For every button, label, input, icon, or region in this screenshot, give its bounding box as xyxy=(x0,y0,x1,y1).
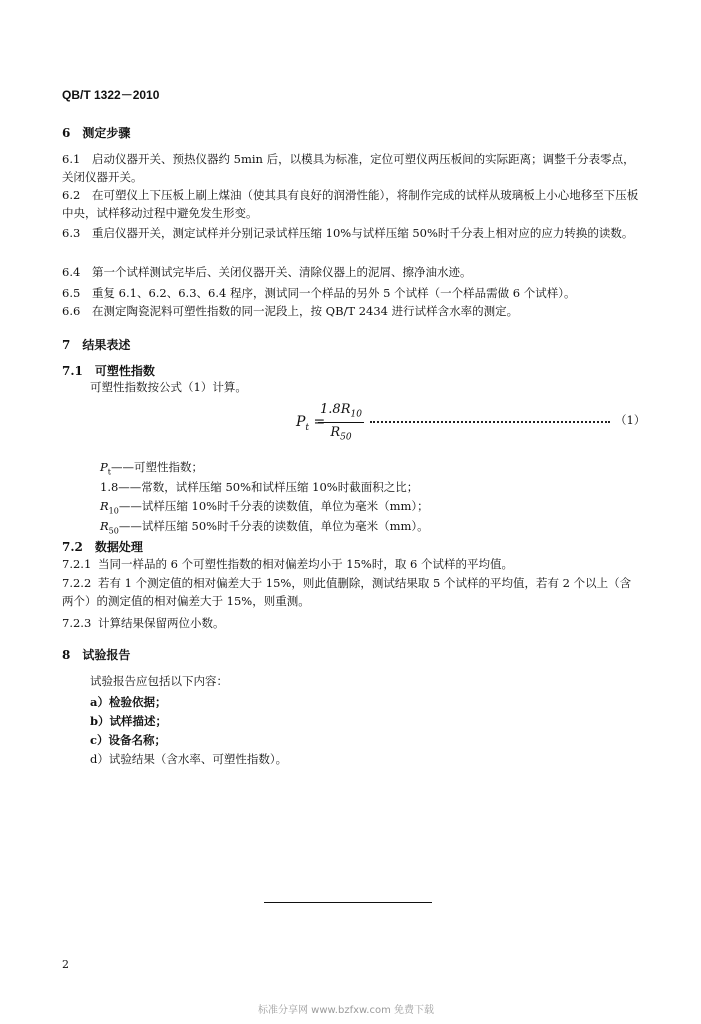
standard-number: QB/T 1322－2010 xyxy=(62,88,160,102)
formula-intro: 可塑性指数按公式（1）计算。 xyxy=(90,380,247,394)
report-item-a: a）检验依据； xyxy=(90,695,167,709)
clause-6-6 xyxy=(62,302,640,320)
section-6-heading: 6 测定步骤 xyxy=(62,126,131,140)
clause-6-1 xyxy=(62,150,640,186)
equation-number: （1） xyxy=(615,413,646,427)
where-r50: $R_{50}——$试样压缩 50%时千分表的读数值，单位为毫米（mm）。 xyxy=(100,519,429,536)
clause-text: 启动仪器开关、预热仪器约 5min 后，以模具为标准，定位可塑仪两压板间的实际距离；调整千分表零点，关闭仪器开关。 xyxy=(62,152,635,184)
clause-text: 计算结果保留两位小数。 xyxy=(98,616,225,630)
clause-number: 6.6 xyxy=(62,304,81,318)
clause-text: 第一个试样测试完毕后、关闭仪器开关、清除仪器上的泥屑、擦净油水迹。 xyxy=(92,265,472,279)
clause-6-5 xyxy=(62,284,640,302)
watermark: 标准分享网 www.bzfxw.com 免费下载 xyxy=(258,1005,434,1016)
clause-6-3 xyxy=(62,224,640,242)
formula-denominator: $R_{50}$ xyxy=(330,424,352,443)
section-7-heading: 7 结果表述 xyxy=(62,338,131,352)
section-8-heading: 8 试验报告 xyxy=(62,648,131,662)
clause-7-2-2 xyxy=(62,574,640,610)
report-item-c: c）设备名称； xyxy=(90,733,167,747)
clause-number: 7.2.3 xyxy=(62,616,92,630)
clause-text: 当同一样品的 6 个可塑性指数的相对偏差均小于 15%时，取 6 个试样的平均值。 xyxy=(98,557,513,571)
page-number: 2 xyxy=(62,958,69,971)
report-intro: 试验报告应包括以下内容： xyxy=(90,674,228,688)
where-r10: $R_{10}——$试样压缩 10%时千分表的读数值，单位为毫米（mm）； xyxy=(100,499,429,516)
clause-6-2 xyxy=(62,186,640,222)
end-rule xyxy=(264,902,432,903)
clause-text: 在可塑仪上下压板上刷上煤油（使其具有良好的润滑性能），将制作完成的试样从玻璃板上小心地移至下压板中央，试样移动过程中避免发生形变。 xyxy=(62,188,639,220)
subsection-7-1-heading: 7.1 可塑性指数 xyxy=(62,364,155,378)
formula-1 xyxy=(290,402,646,450)
clause-number: 6.2 xyxy=(62,188,81,202)
report-item-b: b）试样描述； xyxy=(90,714,168,728)
where-p-t: $P_t——$可塑性指数； xyxy=(100,460,203,477)
clause-number: 7.2.2 xyxy=(62,576,92,590)
clause-number: 6.3 xyxy=(62,226,81,240)
clause-number: 6.1 xyxy=(62,152,81,166)
where-constant: 1.8——常数，试样压缩 50%和试样压缩 10%时截面积之比； xyxy=(100,480,419,494)
clause-7-2-1 xyxy=(62,555,640,573)
leader-dots xyxy=(370,415,610,423)
subsection-7-2-heading: 7.2 数据处理 xyxy=(62,540,143,554)
clause-text: 重启仪器开关，测定试样并分别记录试样压缩 10%与试样压缩 50%时千分表上相对应的应力转换的读数。 xyxy=(92,226,634,240)
clause-text: 在测定陶瓷泥料可塑性指数的同一泥段上，按 QB/T 2434 进行试样含水率的测定。 xyxy=(92,304,519,318)
clause-text: 若有 1 个测定值的相对偏差大于 15%，则此值删除，测试结果取 5 个试样的平均值，若有 2 个以上（含两个）的测定值的相对偏差大于 15%，则重测。 xyxy=(62,576,632,608)
formula-fraction xyxy=(318,402,364,442)
clause-7-2-3 xyxy=(62,614,640,632)
clause-number: 6.5 xyxy=(62,286,81,300)
formula-lhs: $P_t$ = xyxy=(296,414,326,433)
report-item-d: d）试验结果（含水率、可塑性指数）。 xyxy=(90,752,288,766)
clause-number: 6.4 xyxy=(62,265,81,279)
formula-numerator: $1.8R_{10}$ xyxy=(318,402,364,423)
clause-number: 7.2.1 xyxy=(62,557,92,571)
clause-6-4 xyxy=(62,263,640,281)
clause-text: 重复 6.1、6.2、6.3、6.4 程序，测试同一个样品的另外 5 个试样（一个样品需做 6 个试样）。 xyxy=(92,286,576,300)
